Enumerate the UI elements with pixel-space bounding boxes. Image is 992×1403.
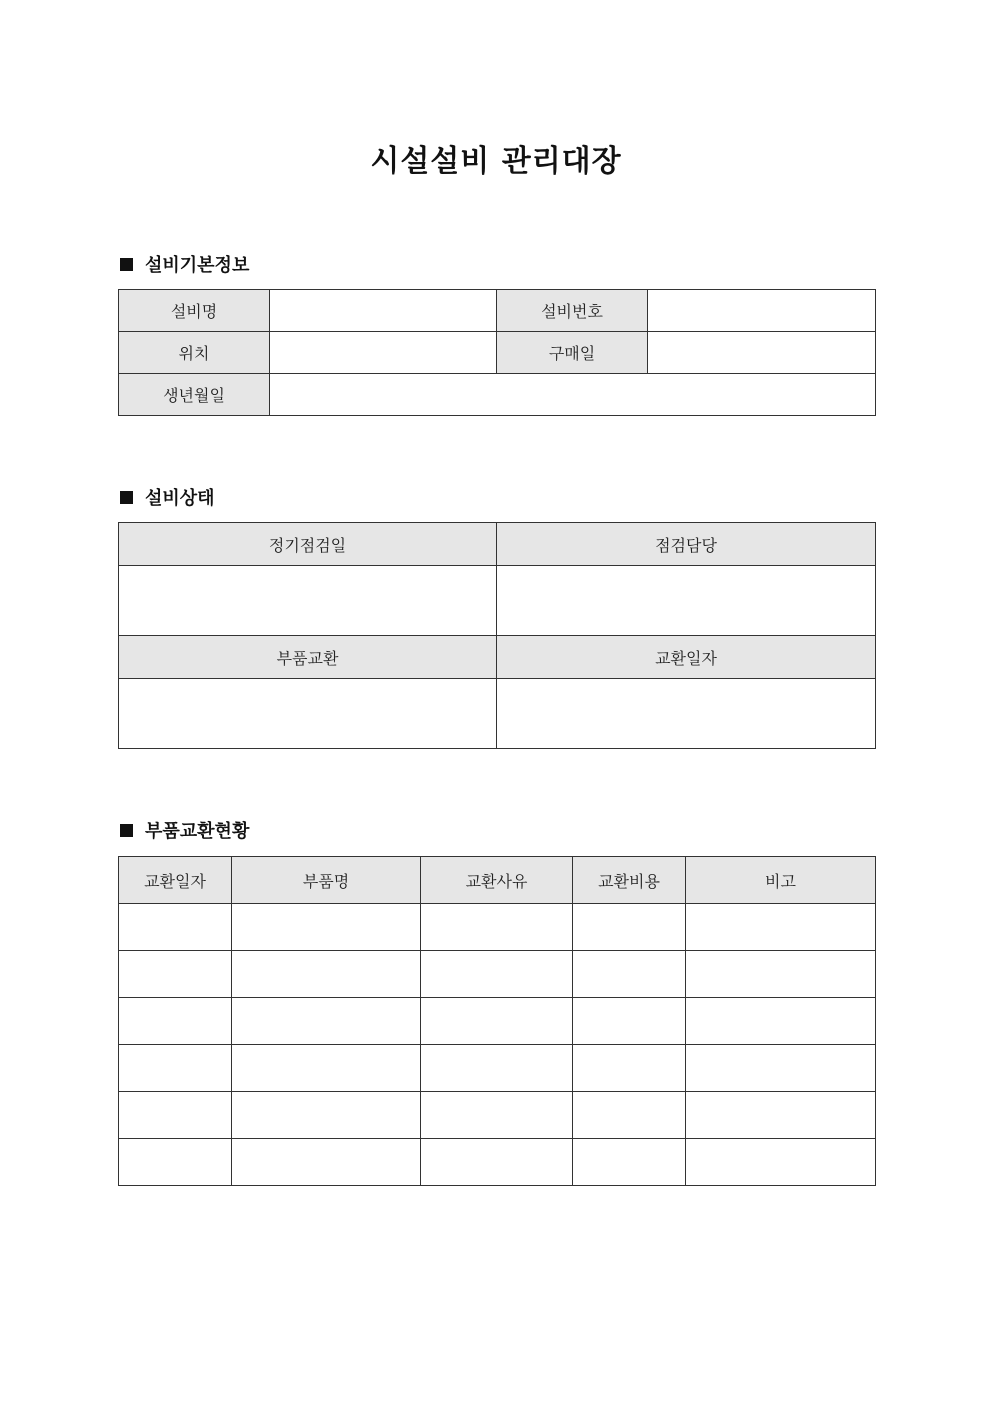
remarks-cell[interactable] xyxy=(686,951,876,998)
replacement-date-cell[interactable] xyxy=(119,998,232,1045)
page-title: 시설설비 관리대장 xyxy=(370,144,622,179)
replacement-date-cell[interactable] xyxy=(119,1092,232,1139)
birth-date-label: 생년월일 xyxy=(119,374,270,416)
table-row xyxy=(119,290,876,332)
replacement-log-table xyxy=(118,856,876,1186)
replacement-date-cell[interactable] xyxy=(119,904,232,951)
replacement-date-cell[interactable] xyxy=(119,1045,232,1092)
column-header-replacement-reason: 교환사유 xyxy=(421,857,573,904)
purchase-date-label: 구매일 xyxy=(497,332,648,374)
section-heading-basic-info xyxy=(120,252,249,276)
status-table xyxy=(118,522,876,749)
location-label: 위치 xyxy=(119,332,270,374)
table-row xyxy=(119,1045,876,1092)
section-heading-status xyxy=(120,485,215,509)
table-row xyxy=(119,566,876,636)
replacement-date-cell[interactable] xyxy=(119,951,232,998)
section-heading-label: 부품교환현황 xyxy=(145,821,250,842)
replacement-cost-cell[interactable] xyxy=(573,1092,686,1139)
table-row xyxy=(119,523,876,566)
column-header-replacement-cost: 교환비용 xyxy=(573,857,686,904)
inspector-label: 점검담당 xyxy=(497,523,876,566)
regular-inspection-date-field[interactable] xyxy=(119,566,497,636)
square-bullet-icon xyxy=(120,258,133,271)
table-row xyxy=(119,951,876,998)
replacement-reason-cell[interactable] xyxy=(421,904,573,951)
regular-inspection-date-label: 정기점검일 xyxy=(119,523,497,566)
location-field[interactable] xyxy=(270,332,497,374)
table-row xyxy=(119,636,876,679)
replacement-date-field[interactable] xyxy=(497,679,876,749)
section-heading-label: 설비기본정보 xyxy=(145,255,250,276)
remarks-cell[interactable] xyxy=(686,1139,876,1186)
remarks-cell[interactable] xyxy=(686,1045,876,1092)
square-bullet-icon xyxy=(120,824,133,837)
table-row xyxy=(119,374,876,416)
table-row xyxy=(119,679,876,749)
replacement-cost-cell[interactable] xyxy=(573,904,686,951)
part-name-cell[interactable] xyxy=(232,904,421,951)
table-row xyxy=(119,1139,876,1186)
part-name-cell[interactable] xyxy=(232,1092,421,1139)
replacement-cost-cell[interactable] xyxy=(573,1045,686,1092)
replacement-reason-cell[interactable] xyxy=(421,1139,573,1186)
replacement-reason-cell[interactable] xyxy=(421,998,573,1045)
inspector-field[interactable] xyxy=(497,566,876,636)
table-row xyxy=(119,998,876,1045)
replacement-cost-cell[interactable] xyxy=(573,998,686,1045)
replacement-reason-cell[interactable] xyxy=(421,1045,573,1092)
table-row xyxy=(119,1092,876,1139)
part-name-cell[interactable] xyxy=(232,1045,421,1092)
part-name-cell[interactable] xyxy=(232,951,421,998)
equipment-name-label: 설비명 xyxy=(119,290,270,332)
equipment-number-field[interactable] xyxy=(648,290,876,332)
part-name-cell[interactable] xyxy=(232,998,421,1045)
part-replacement-field[interactable] xyxy=(119,679,497,749)
remarks-cell[interactable] xyxy=(686,904,876,951)
column-header-replacement-date: 교환일자 xyxy=(119,857,232,904)
section-heading-label: 설비상태 xyxy=(145,488,215,509)
remarks-cell[interactable] xyxy=(686,1092,876,1139)
replacement-cost-cell[interactable] xyxy=(573,1139,686,1186)
basic-info-table xyxy=(118,289,876,416)
birth-date-field[interactable] xyxy=(270,374,876,416)
square-bullet-icon xyxy=(120,491,133,504)
part-name-cell[interactable] xyxy=(232,1139,421,1186)
replacement-reason-cell[interactable] xyxy=(421,951,573,998)
section-heading-replacement-log xyxy=(120,818,249,842)
table-header-row xyxy=(119,857,876,904)
equipment-number-label: 설비번호 xyxy=(497,290,648,332)
replacement-date-cell[interactable] xyxy=(119,1139,232,1186)
equipment-name-field[interactable] xyxy=(270,290,497,332)
column-header-part-name: 부품명 xyxy=(232,857,421,904)
replacement-date-label: 교환일자 xyxy=(497,636,876,679)
table-row xyxy=(119,904,876,951)
column-header-remarks: 비고 xyxy=(686,857,876,904)
purchase-date-field[interactable] xyxy=(648,332,876,374)
replacement-reason-cell[interactable] xyxy=(421,1092,573,1139)
replacement-cost-cell[interactable] xyxy=(573,951,686,998)
remarks-cell[interactable] xyxy=(686,998,876,1045)
table-row xyxy=(119,332,876,374)
part-replacement-label: 부품교환 xyxy=(119,636,497,679)
